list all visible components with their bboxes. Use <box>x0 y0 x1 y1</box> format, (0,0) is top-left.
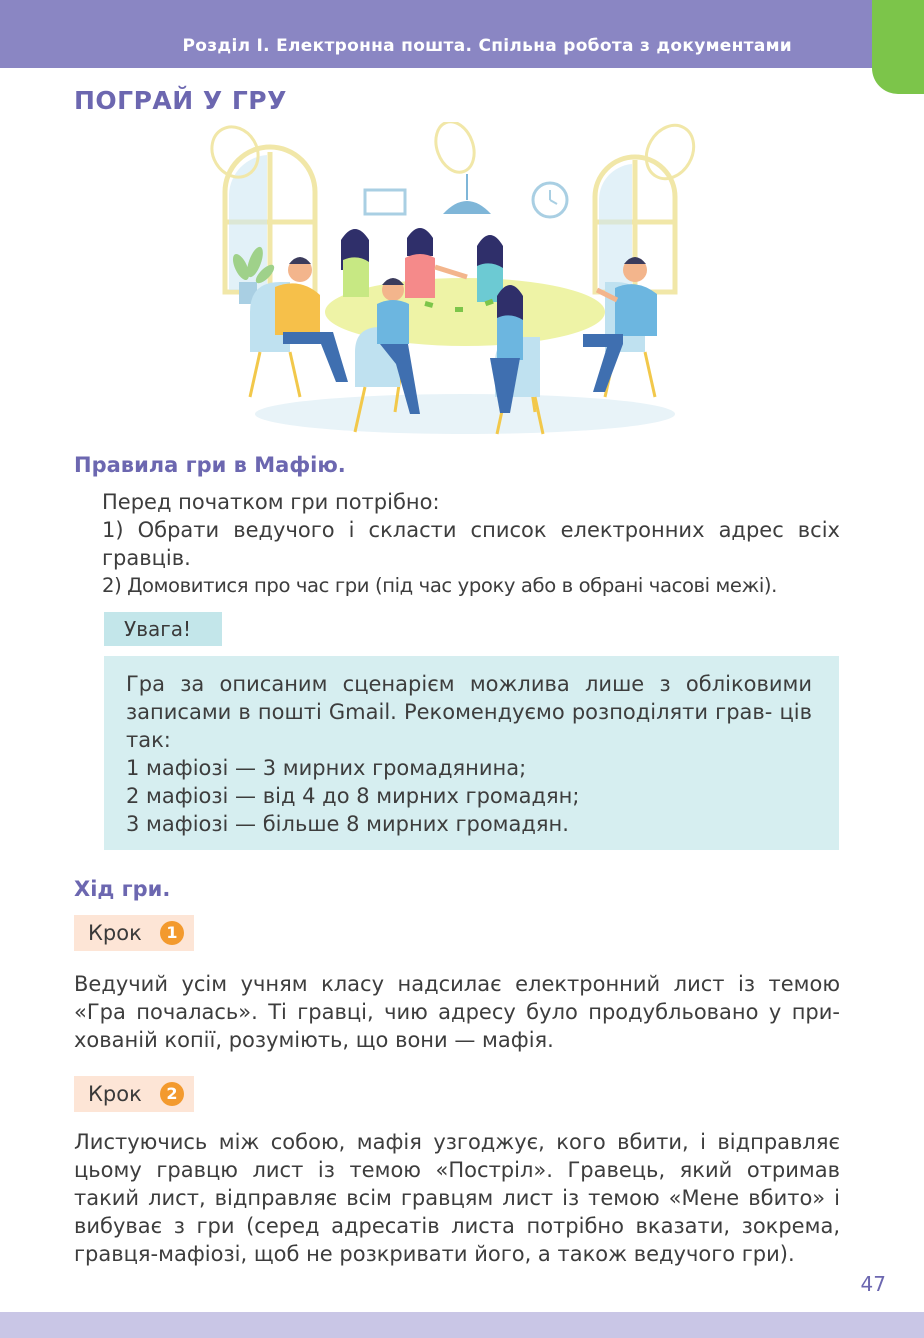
page-number: 47 <box>860 1272 886 1296</box>
rules-item-1: 1) Обрати ведучого і скласти список електронних адрес всіх гравців. <box>102 518 840 570</box>
attention-line-3: 3 мафіозі — більше 8 мирних громадян. <box>126 812 569 836</box>
people-playing-mafia-at-table-illustration <box>205 122 725 440</box>
header-bar <box>0 0 878 68</box>
step-2-number-icon: 2 <box>160 1082 184 1106</box>
attention-line-1: 1 мафіозі — 3 мирних громадянина; <box>126 756 527 780</box>
section-title: Розділ І. Електронна пошта. Спільна робота з документами <box>182 36 792 56</box>
attention-line-2: 2 мафіозі — від 4 до 8 мирних громадян; <box>126 784 580 808</box>
attention-box <box>104 656 839 850</box>
rules-heading: Правила гри в Мафію. <box>74 453 346 477</box>
step-1-word: Крок <box>88 921 142 945</box>
rules-intro: Перед початком гри потрібно: <box>102 490 440 514</box>
step-1-number-icon: 1 <box>160 921 184 945</box>
attention-label: Увага! <box>104 612 222 646</box>
step-2-label <box>74 1076 194 1112</box>
chapter-tab <box>872 0 924 94</box>
step-1-text: Ведучий усім учням класу надсилає електронний лист із темою «Гра почалась». Ті гравці, чию адресу було продубльовано у при- хованій копії, розуміють, що вони — мафія. <box>74 972 840 1052</box>
step-2-word: Крок <box>88 1082 142 1106</box>
attention-paragraph: Гра за описаним сценарієм можлива лише з обліковими записами в пошті Gmail. Рекомендуємо розподіляти грав- ців так: <box>126 672 812 752</box>
page-title: ПОГРАЙ У ГРУ <box>74 86 287 115</box>
rules-item-2: 2) Домовитися про час гри (під час уроку або в обрані часові межі). <box>102 574 777 597</box>
step-2-text: Листуючись між собою, мафія узгоджує, кого вбити, і відправляє цьому гравцю лист із темою «Постріл». Гравець, який отримав такий лист, відправляє всім гравцям лист із темою «Мене вбито» і вибуває з гри (серед адресатів листа потрібно вказати, зокрема, гравця-мафіозі, щоб не розкривати його, а також ведучого гри). <box>74 1130 840 1266</box>
step-1-label <box>74 915 194 951</box>
footer-bar <box>0 1312 924 1338</box>
game-heading: Хід гри. <box>74 877 171 901</box>
